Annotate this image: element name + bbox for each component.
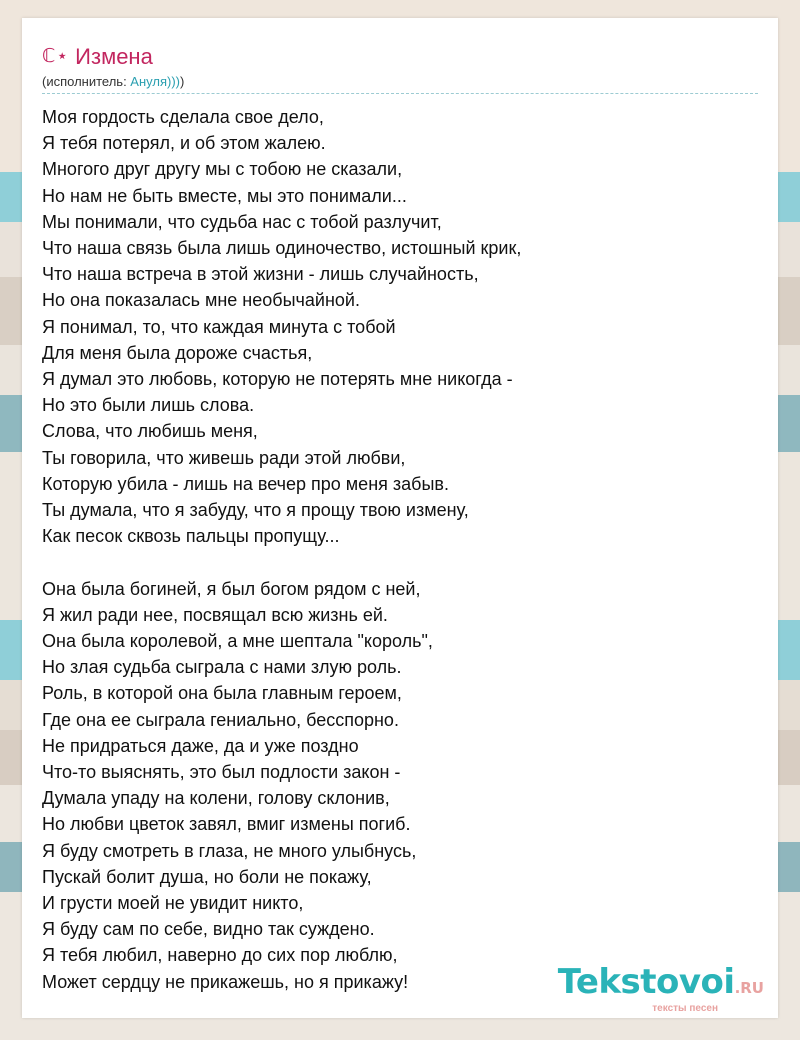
artist-suffix: ) [179,74,185,89]
lyric-line: Ты говорила, что живешь ради этой любви, [42,447,406,468]
lyric-line: Как песок сквозь пальцы пропущу... [42,526,340,547]
lyric-line: Я тебя потерял, и об этом жалею. [42,133,326,154]
lyric-line: Но злая судьба сыграла с нами злую роль. [42,657,402,678]
lyric-line: Я буду смотреть в глаза, не много улыбнусь, [42,840,417,861]
lyric-line: Я думал это любовь, которую не потерять мне никогда - [42,369,513,390]
lyric-line: Я понимал, то, что каждая минута с тобой [42,316,396,337]
lyric-line: Что наша встреча в этой жизни - лишь случайность, [42,264,479,285]
lyric-line: Но это были лишь слова. [42,395,255,416]
logo-wordmark [557,962,764,1005]
logo-tagline: тексты песен [652,1003,718,1014]
lyric-line: Которую убила - лишь на вечер про меня забыв. [42,473,449,494]
lyric-line: Но нам не быть вместе, мы это понимали... [42,185,407,206]
lyric-line: Не придраться даже, да и уже поздно [42,735,359,756]
song-title: Измена [75,44,153,69]
artist-line [42,74,184,89]
artist-prefix: (исполнитель: [42,74,131,89]
lyric-line: Я жил ради нее, посвящал всю жизнь ей. [42,604,388,625]
lyrics-stanza-1 [42,104,742,549]
lyric-line: Но она показалась мне необычайной. [42,290,360,311]
song-title-row [42,44,153,70]
lyric-line: Может сердцу не прикажешь, но я прикажу! [42,971,409,992]
lyric-line: Она была королевой, а мне шептала "король", [42,631,433,652]
lyrics-stanza-2 [42,576,742,995]
lyric-line: Где она ее сыграла гениально, бесспорно. [42,709,399,730]
logo-tld: .RU [734,979,764,997]
artist-link[interactable]: Ануля))) [130,74,180,89]
lyrics-card [22,18,778,1018]
lyric-line: Слова, что любишь меня, [42,421,258,442]
lyric-line: Что-то выяснять, это был подлости закон - [42,762,401,783]
lyric-line: Она была богиней, я был богом рядом с ней, [42,578,421,599]
lyric-line: Многого друг другу мы с тобою не сказали, [42,159,403,180]
lyric-line: Я буду сам по себе, видно так суждено. [42,919,375,940]
lyrics-text [42,104,742,995]
lyric-line: Думала упаду на колени, голову склонив, [42,788,390,809]
divider [42,93,758,94]
lyric-line: Мы понимали, что судьба нас с тобой разлучит, [42,211,442,232]
lyric-line: Роль, в которой она была главным героем, [42,683,402,704]
stanza-gap [42,549,742,575]
lyric-line: Для меня была дороже счастья, [42,342,313,363]
site-logo[interactable] [557,962,764,1014]
logo-name: Tekstovoi [557,962,735,1002]
moon-star-icon: ℂ⋆ [42,46,70,67]
lyric-line: Пускай болит душа, но боли не покажу, [42,866,372,887]
lyric-line: Но любви цветок завял, вмиг измены погиб. [42,814,411,835]
lyric-line: Ты думала, что я забуду, что я прощу твою измену, [42,500,469,521]
lyric-line: И грусти моей не увидит никто, [42,893,304,914]
lyric-line: Что наша связь была лишь одиночество, истошный крик, [42,238,522,259]
lyric-line: Я тебя любил, наверно до сих пор люблю, [42,945,398,966]
lyric-line: Моя гордость сделала свое дело, [42,107,324,127]
